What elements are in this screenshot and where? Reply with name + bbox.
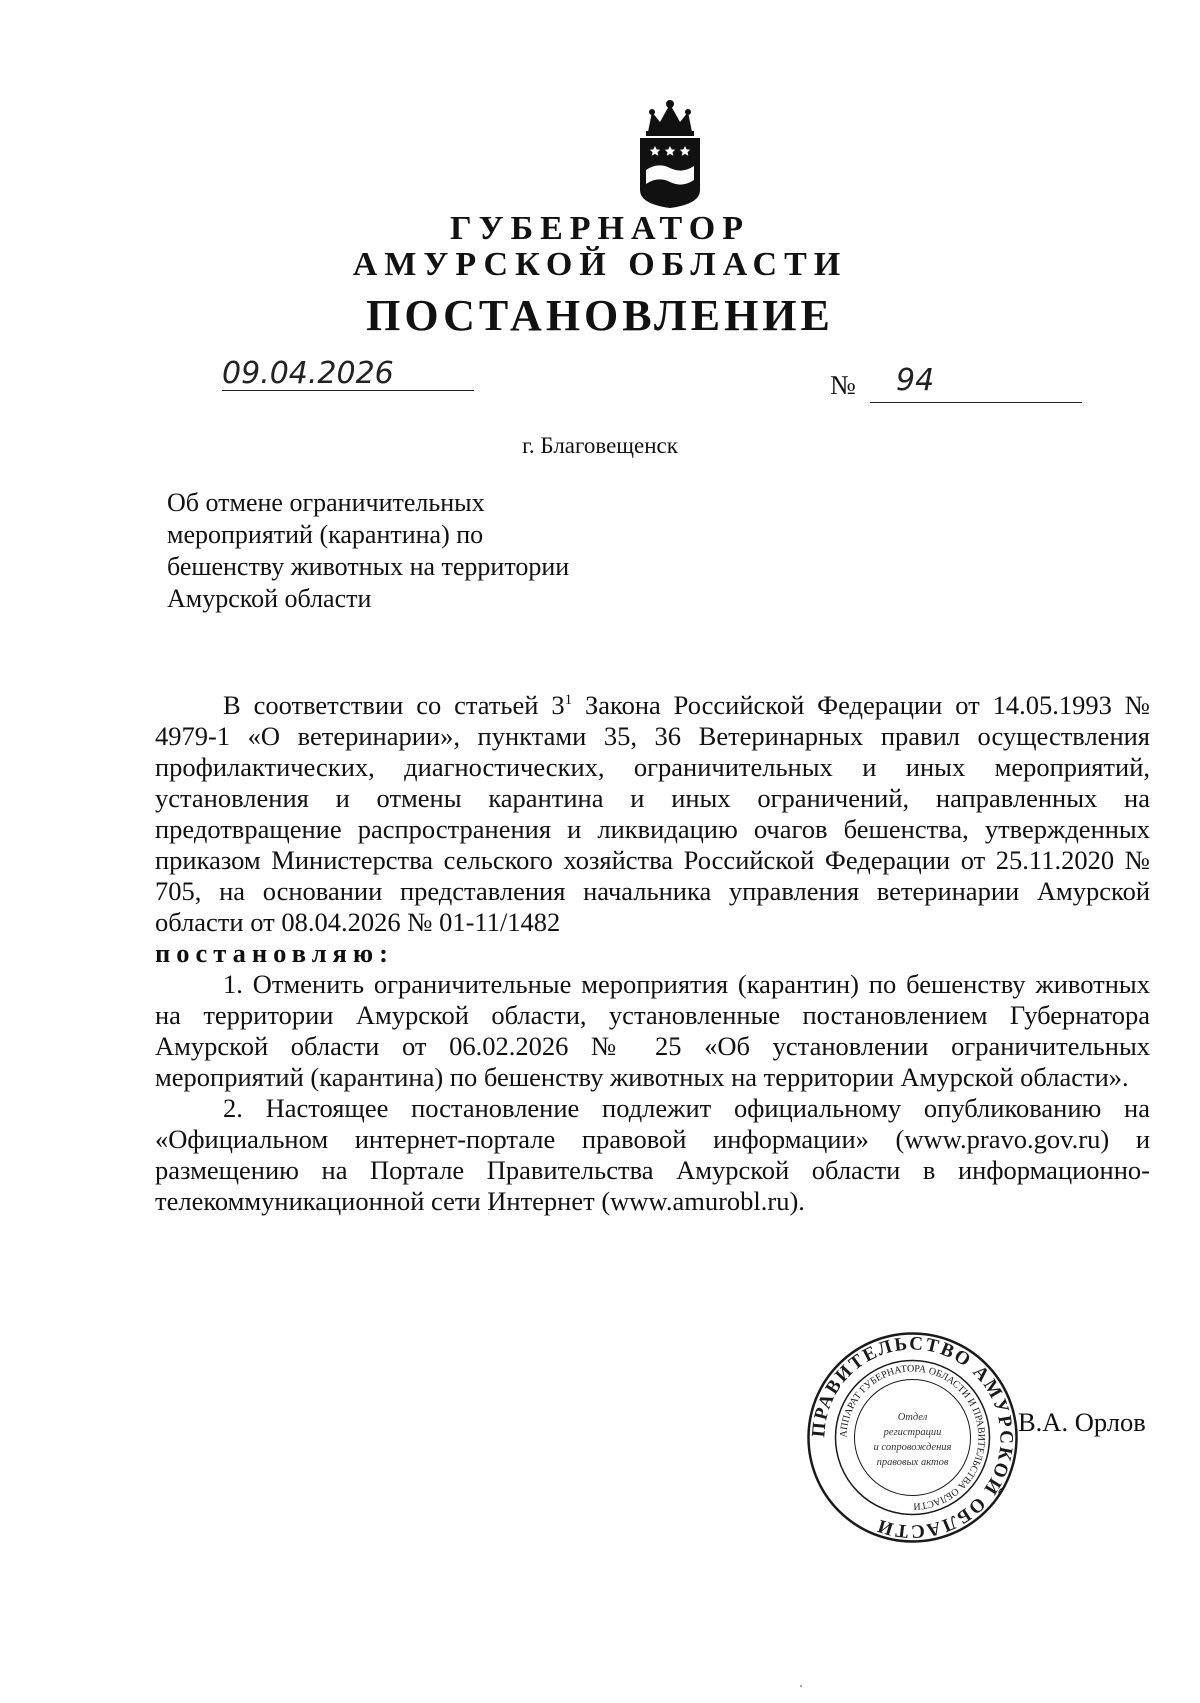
seal-center-line-4: правовых актов xyxy=(876,1457,949,1468)
official-seal xyxy=(805,1330,1020,1545)
clause-2: 2. Настоящее постановление подлежит официальному опубликованию на «Официальном интернет-портале правовой информации» (www.pravo.gov.ru) и размещению на Портале Правительства Амурской области в информационно-телекоммуникационной сети Интернет (www.amurobl.ru). xyxy=(155,1092,1150,1216)
decree-word: постановляю: xyxy=(155,937,394,968)
document-body xyxy=(155,685,1150,1217)
document-subject: Об отмене ограничительных мероприятий (карантина) по бешенству животных на территории Амурской области xyxy=(167,488,570,613)
preamble-part-b: Закона Российской Федерации от 14.05.1993 № 4979-1 «О ветеринарии», пунктами 35, 36 Ветеринарных правил осуществления профилактических, диагностических, ограничительных и иных мероприятий, установления и отмены карантина и иных ограничений, направленных на предотвращение распространения и ликвидацию очагов бешенства, утвержденных приказом Министерства сельского хозяйства Российской Федерации от 25.11.2020 № 705, на основании представления начальника управления ветеринарии Амурской области от 08.04.2026 № 01-11/1482 xyxy=(155,689,1150,937)
seal-center-line-2: регистрации xyxy=(883,1427,942,1438)
issuer-region: АМУРСКОЙ ОБЛАСТИ xyxy=(352,246,848,283)
clause-1: 1. Отменить ограничительные мероприятия (карантин) по бешенству животных на территории Амурской области, установленные постановлением Губернатора Амурской области от 06.02.2026 № 25 «Об установлении ограничительных мероприятий (карантина) по бешенству животных на территории Амурской области». xyxy=(155,968,1150,1092)
seal-center-line-1: Отдел xyxy=(897,1412,928,1423)
signatory-name: В.А. Орлов xyxy=(1018,1407,1146,1437)
seal-center-line-3: и сопровождения xyxy=(873,1442,952,1453)
seal-inner-ring-text: АППАРАТ ГУБЕРНАТОРА ОБЛАСТИ И ПРАВИТЕЛЬСТВА ОБЛАСТИ xyxy=(838,1363,987,1512)
preamble xyxy=(155,685,1150,938)
coat-of-arms-emblem xyxy=(628,98,712,210)
preamble-part-a: В соответствии со статьей 3 xyxy=(223,689,565,720)
scan-speck xyxy=(800,1685,802,1687)
city: г. Благовещенск xyxy=(522,433,678,458)
document-type: ПОСТАНОВЛЕНИЕ xyxy=(366,291,834,340)
issuer-title: ГУБЕРНАТОР xyxy=(450,210,750,247)
document-date: 09.04.2026 xyxy=(222,356,394,391)
document-number: 94 xyxy=(896,363,935,398)
number-underline xyxy=(870,402,1082,403)
number-label: № xyxy=(830,370,856,400)
seal-outer-text: ПРАВИТЕЛЬСТВО АМУРСКОЙ ОБЛАСТИ xyxy=(808,1333,1017,1542)
article-superscript: 1 xyxy=(564,692,573,708)
